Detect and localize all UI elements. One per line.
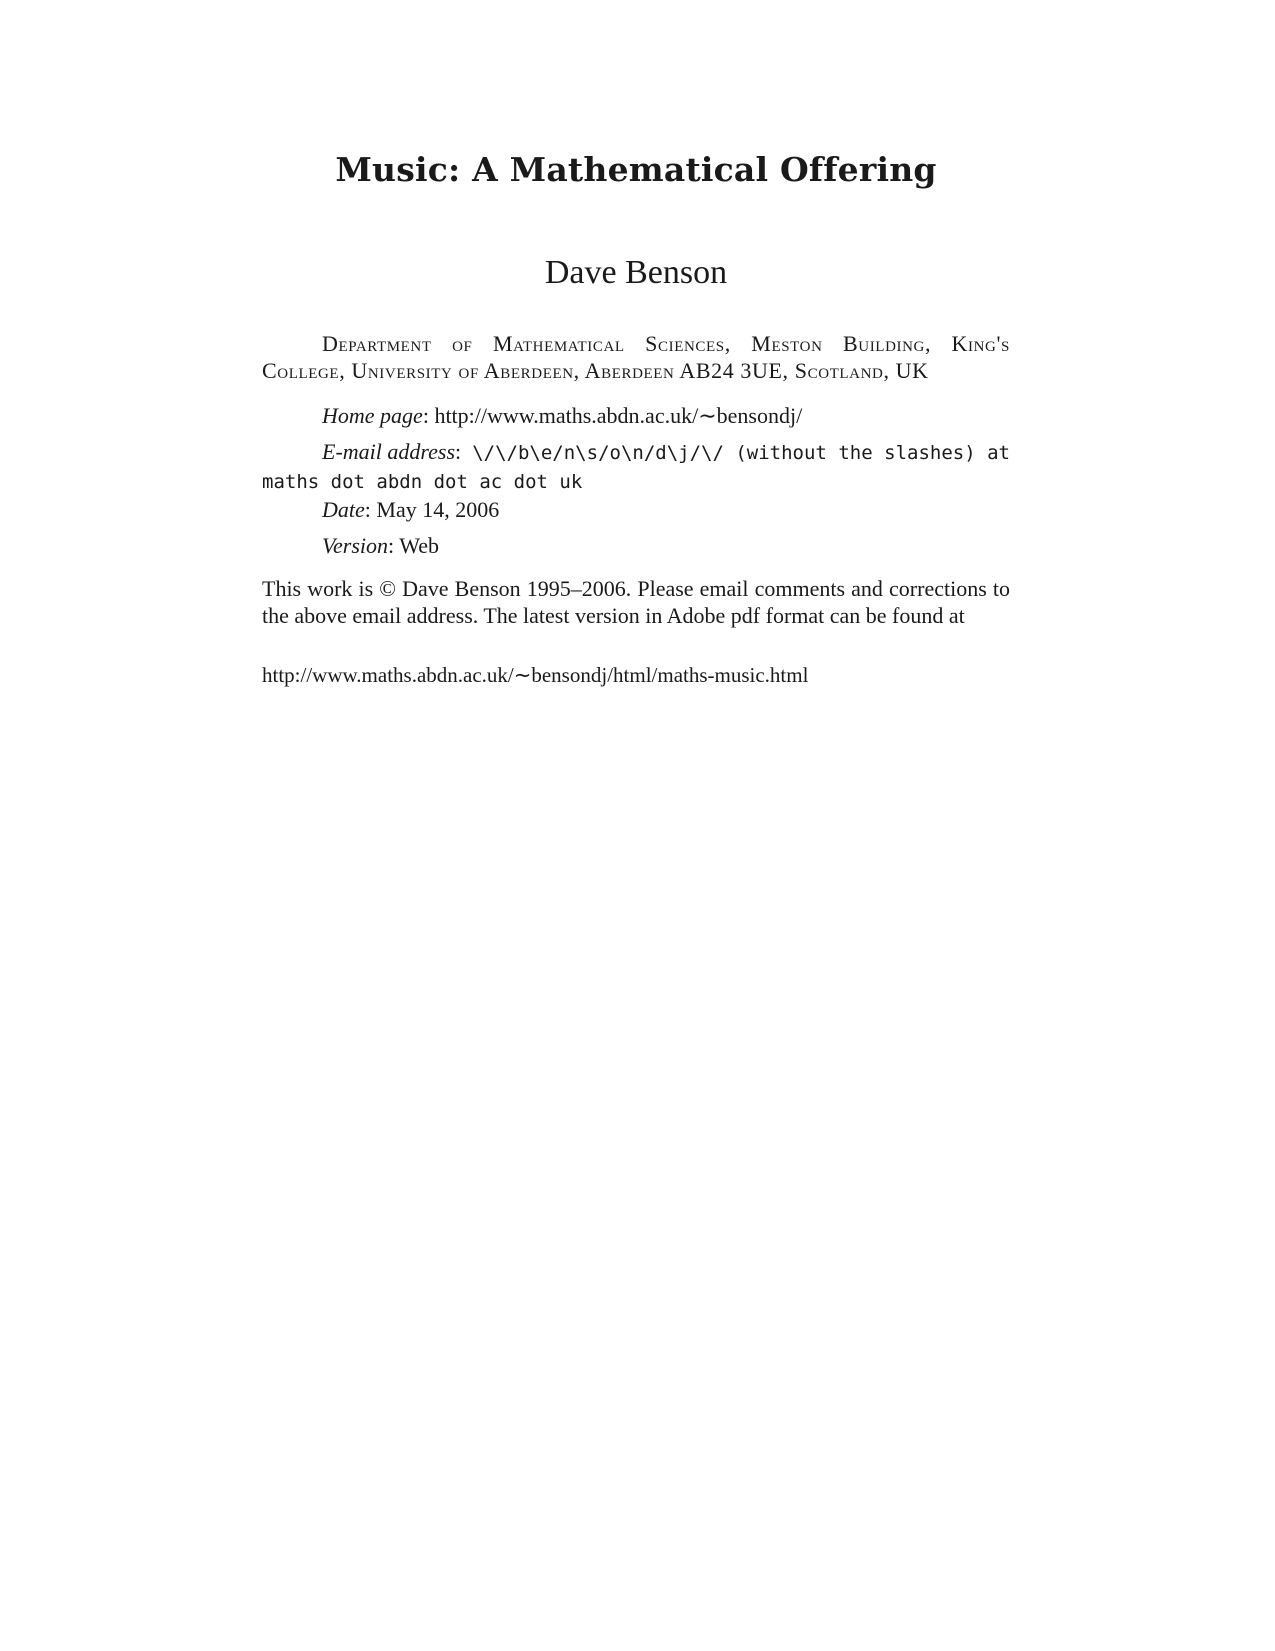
date-line: Date: May 14, 2006 xyxy=(322,497,500,522)
date-label: Date xyxy=(322,497,365,522)
author-affiliation: Department of Mathematical Sciences, Meston Building, King's College, University of Aberdeen, Aberdeen AB24 3UE, Scotland, UK xyxy=(262,331,1010,383)
home-page-label: Home page xyxy=(322,403,423,428)
latest-version-url[interactable]: http://www.maths.abdn.ac.uk/∼bensondj/html/maths-music.html xyxy=(262,663,809,687)
email-label: E-mail address xyxy=(322,439,456,464)
author-name: Dave Benson xyxy=(544,254,728,291)
version-label: Version xyxy=(322,533,388,558)
document-title: Music: A Mathematical Offering xyxy=(335,150,937,189)
version-value: Web xyxy=(399,533,439,558)
email-value: \/\/b\e/n\s/o\n/d\j/\/ (without the slashes) at maths dot abdn dot ac dot uk xyxy=(262,442,1010,493)
copyright-notice: This work is © Dave Benson 1995–2006. Please email comments and corrections to the above email address. The latest version in Adobe pdf format can be found at xyxy=(262,576,1010,628)
home-page-url[interactable]: http://www.maths.abdn.ac.uk/∼bensondj/ xyxy=(434,403,803,428)
version-line: Version: Web xyxy=(322,533,439,558)
date-value: May 14, 2006 xyxy=(376,497,500,522)
email-line: E-mail address: \/\/b\e/n\s/o\n/d\j/\/ (without the slashes) at maths dot abdn dot ac dot uk xyxy=(262,439,1010,493)
home-page-line: Home page: http://www.maths.abdn.ac.uk/∼bensondj/ xyxy=(322,403,803,428)
